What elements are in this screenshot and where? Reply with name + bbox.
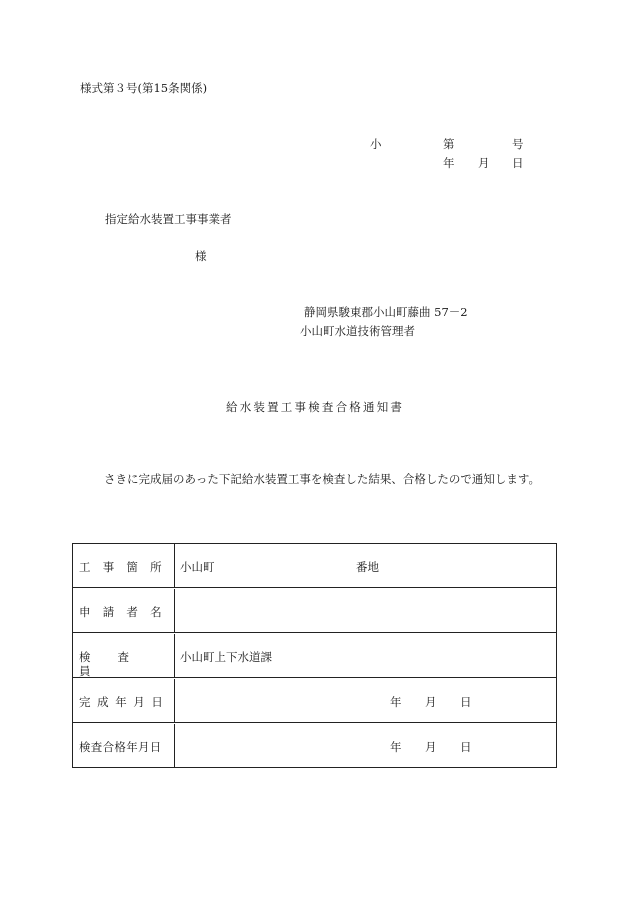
form-number-label: 様式第３号(第15条関係)	[80, 81, 208, 95]
reference-prefix: 小	[370, 137, 382, 151]
recipient-honorific: 様	[195, 249, 207, 263]
table-label-cell	[73, 679, 175, 722]
table-label-cell	[73, 724, 175, 768]
inspector-value: 小山町上下水道課	[180, 650, 272, 664]
completion-date-day: 日	[460, 695, 472, 709]
document-title: 給水装置工事検査合格通知書	[226, 400, 405, 414]
issue-date-day: 日	[512, 156, 524, 170]
table-row-inspector	[73, 634, 556, 678]
table-row-construction-site	[73, 544, 556, 588]
table-label-cell	[73, 544, 175, 587]
table-row-applicant	[73, 589, 556, 633]
completion-date-label: 完成年月日	[79, 695, 170, 709]
pass-date-month: 月	[425, 740, 437, 754]
sender-title: 小山町水道技術管理者	[300, 324, 415, 338]
table-label-cell	[73, 589, 175, 632]
table-row-completion-date	[73, 679, 556, 723]
pass-date-label: 検査合格年月日	[79, 740, 162, 754]
completion-date-month: 月	[425, 695, 437, 709]
pass-date-year: 年	[390, 740, 402, 754]
inspector-label: 検査員	[79, 650, 156, 678]
inspection-details-table	[72, 543, 557, 768]
issue-date-year: 年	[443, 156, 455, 170]
construction-site-town: 小山町	[180, 560, 215, 574]
table-row-pass-date	[73, 724, 556, 768]
document-body: さきに完成届のあった下記給水装置工事を検査した結果、合格したので通知します。	[104, 472, 540, 486]
applicant-label: 申請者名	[79, 605, 174, 619]
completion-date-year: 年	[390, 695, 402, 709]
recipient-name: 指定給水装置工事事業者	[105, 212, 232, 226]
issue-date-month: 月	[478, 156, 490, 170]
sender-address: 静岡県駿東郡小山町藤曲 57－2	[304, 305, 468, 319]
reference-go: 号	[512, 137, 524, 151]
reference-dai: 第	[443, 137, 455, 151]
table-label-cell	[73, 634, 175, 677]
construction-site-banchi: 番地	[356, 560, 379, 574]
construction-site-label: 工事箇所	[79, 560, 174, 574]
pass-date-day: 日	[460, 740, 472, 754]
